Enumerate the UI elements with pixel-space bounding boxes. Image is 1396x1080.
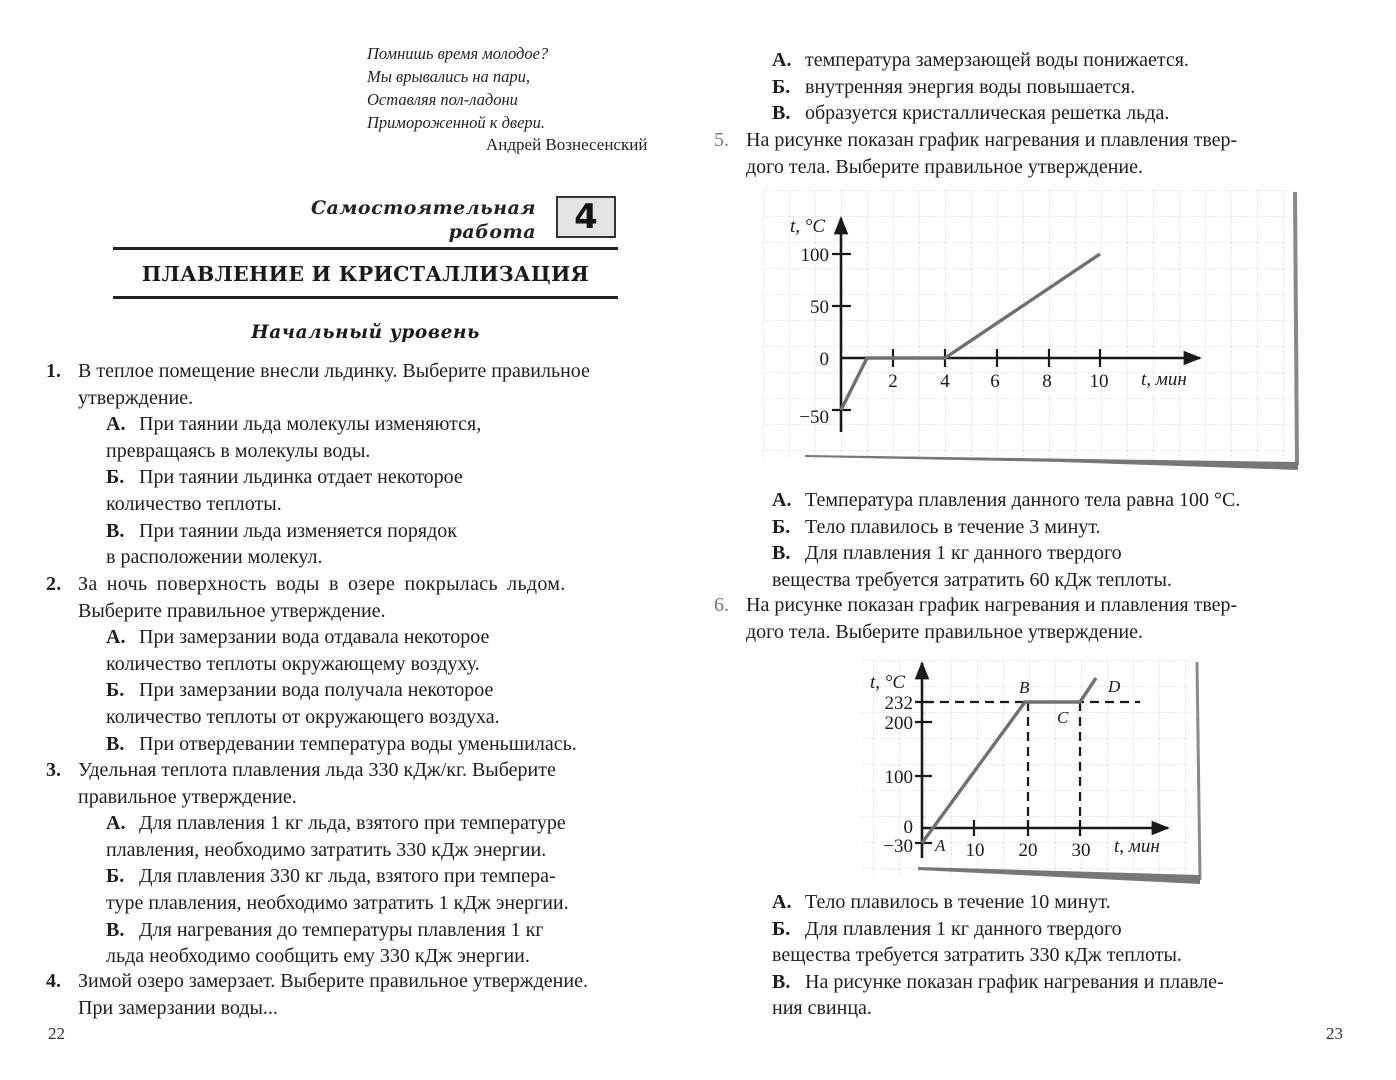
- y-tick-label: −50: [799, 407, 829, 428]
- y-axis-label: t, °C: [790, 216, 826, 237]
- option-text: вещества требуется затратить 60 кДж теплоты.: [772, 568, 1172, 591]
- point-label-c: C: [1057, 708, 1069, 727]
- y-tick-label: 232: [884, 693, 913, 714]
- chart-melting-graph-1: [755, 185, 1305, 475]
- option-letter: Б.: [772, 75, 791, 98]
- point-label-d: D: [1108, 677, 1121, 696]
- question-4: [46, 968, 588, 1021]
- option-text: Тело плавилось в течение 10 минут.: [805, 891, 1111, 913]
- option-text: Для плавления 330 кг льда, взятого при темпера-: [139, 865, 556, 888]
- option-text: образуется кристаллическая решетка льда.: [805, 102, 1170, 125]
- y-tick-label: −30: [883, 836, 913, 857]
- y-tick-label: 0: [903, 817, 913, 838]
- option-text: При отвердевании температура воды уменьшилась.: [139, 732, 577, 755]
- page-number-left: 22: [48, 1024, 65, 1043]
- option-letter: В.: [772, 102, 791, 125]
- option-text: туре плавления, необходимо затратить 1 кДж энергии.: [106, 891, 569, 914]
- x-tick-label: 20: [1018, 840, 1038, 861]
- option-text: При таянии льда молекулы изменяются,: [139, 413, 482, 436]
- option-text: При замерзании вода получала некоторое: [139, 679, 494, 702]
- question-number: 6.: [714, 594, 729, 616]
- work-number-badge: 4: [556, 196, 616, 238]
- option-text: внутренняя энергия воды повышается.: [805, 75, 1136, 98]
- option-text: Для плавления 1 кг данного твердого: [805, 542, 1122, 565]
- option-letter: А.: [772, 489, 792, 511]
- page-number-right: 23: [1326, 1024, 1343, 1043]
- y-tick-label: 100: [884, 767, 913, 788]
- x-tick-label: 30: [1071, 840, 1091, 861]
- option-text: При таянии льдинка отдает некоторое: [139, 466, 463, 489]
- question-6-options: [772, 889, 1224, 1022]
- epigraph-line: Помнишь время молодое?: [367, 44, 549, 63]
- y-tick-label: 0: [819, 349, 829, 370]
- option-text: ния свинца.: [772, 997, 872, 1020]
- question-4-options: [772, 47, 1189, 127]
- x-tick-label: 8: [1042, 371, 1052, 392]
- question-text: За ночь поверхность воды в озере покрылась льдом.: [78, 573, 566, 595]
- chart-melting-graph-2: [850, 650, 1210, 890]
- question-5: [714, 127, 1237, 180]
- option-letter: Б.: [772, 917, 791, 940]
- option-letter: А.: [772, 891, 792, 913]
- x-axis-label: t, мин: [1114, 836, 1160, 857]
- option-text: Для плавления 1 кг данного твердого: [805, 917, 1122, 940]
- y-tick-label: 200: [884, 713, 913, 734]
- option-text: Тело плавилось в течение 3 минут.: [805, 515, 1101, 538]
- chart-shadow: [1295, 192, 1297, 465]
- question-number: 1.: [46, 360, 61, 382]
- question-text: правильное утверждение.: [78, 785, 297, 808]
- point-label-a: A: [935, 836, 946, 855]
- x-tick-label: 4: [940, 371, 950, 392]
- question-text: дого тела. Выберите правильное утверждение.: [746, 155, 1143, 178]
- question-6: [714, 592, 1237, 645]
- option-letter: В.: [106, 918, 125, 941]
- option-letter: А.: [106, 812, 126, 835]
- option-text: плавления, необходимо затратить 330 кДж энергии.: [106, 838, 547, 861]
- point-label-b: B: [1019, 678, 1030, 697]
- divider: [113, 296, 618, 299]
- option-text: в расположении молекул.: [106, 546, 323, 569]
- option-letter: Б.: [106, 865, 125, 888]
- question-5-options: [772, 487, 1240, 593]
- epigraph-author: Андрей Вознесенский: [486, 135, 648, 154]
- work-label: [300, 196, 536, 244]
- question-3: [46, 757, 569, 970]
- question-2: [46, 571, 577, 757]
- topic-title: ПЛАВЛЕНИЕ И КРИСТАЛЛИЗАЦИЯ: [141, 262, 590, 286]
- question-text: На рисунке показан график нагревания и плавления твер-: [746, 129, 1238, 151]
- x-tick-label: 10: [965, 840, 985, 861]
- option-text: температура замерзающей воды понижается.: [805, 49, 1189, 71]
- option-letter: А.: [772, 49, 792, 71]
- question-1: [46, 358, 590, 571]
- epigraph-line: Мы врывались на пари,: [367, 67, 531, 86]
- y-tick-label: 50: [810, 297, 829, 318]
- option-text: льда необходимо сообщить ему 330 кДж энергии.: [106, 945, 530, 968]
- x-tick-label: 10: [1089, 371, 1109, 392]
- question-text: Зимой озеро замерзает. Выберите правильное утверждение.: [78, 970, 588, 992]
- question-number: 2.: [46, 573, 62, 595]
- question-text: При замерзании воды...: [78, 996, 278, 1019]
- option-text: Для нагревания до температуры плавления 1 кг: [139, 918, 544, 941]
- question-number: 4.: [46, 970, 61, 992]
- option-letter: Б.: [106, 466, 125, 489]
- option-letter: В.: [772, 970, 791, 993]
- question-text: дого тела. Выберите правильное утверждение.: [746, 620, 1143, 643]
- option-text: На рисунке показан график нагревания и плавле-: [805, 970, 1224, 993]
- option-text: количество теплоты окружающему воздуху.: [106, 652, 480, 675]
- question-number: 5.: [714, 129, 729, 151]
- level-title: Начальный уровень: [251, 322, 480, 343]
- divider: [113, 247, 618, 250]
- work-label-line: работа: [448, 221, 536, 243]
- epigraph-line: Оставляя пол-ладони: [367, 90, 518, 109]
- option-letter: А.: [106, 413, 126, 436]
- question-text: В теплое помещение внесли льдинку. Выберите правильное: [78, 360, 590, 382]
- option-letter: В.: [772, 542, 791, 565]
- question-text: утверждение.: [78, 386, 194, 409]
- epigraph-line: Примороженной к двери.: [367, 113, 546, 132]
- option-letter: Б.: [106, 679, 125, 702]
- option-text: Для плавления 1 кг льда, взятого при температуре: [139, 812, 566, 835]
- option-letter: Б.: [772, 515, 791, 538]
- epigraph: [367, 42, 548, 134]
- option-text: количество теплоты от окружающего воздуха.: [106, 705, 500, 728]
- y-axis-label: t, °C: [870, 672, 906, 693]
- question-text: На рисунке показан график нагревания и плавления твер-: [746, 594, 1238, 616]
- option-text: превращаясь в молекулы воды.: [106, 439, 371, 462]
- work-label-line: Самостоятельная: [310, 197, 536, 219]
- question-number: 3.: [46, 759, 61, 781]
- option-letter: А.: [106, 626, 126, 649]
- option-letter: В.: [106, 519, 125, 542]
- x-tick-label: 6: [990, 371, 1000, 392]
- x-tick-label: 2: [888, 371, 898, 392]
- option-text: вещества требуется затратить 330 кДж теплоты.: [772, 944, 1182, 967]
- question-text: Удельная теплота плавления льда 330 кДж/кг. Выберите: [78, 759, 556, 781]
- x-axis-label: t, мин: [1141, 369, 1187, 390]
- option-text: Температура плавления данного тела равна 100 °С.: [805, 489, 1241, 511]
- option-letter: В.: [106, 732, 125, 755]
- chart-grid: [763, 190, 1294, 460]
- option-text: количество теплоты.: [106, 492, 282, 515]
- question-text: Выберите правильное утверждение.: [78, 599, 386, 622]
- option-text: При таянии льда изменяется порядок: [139, 519, 457, 542]
- option-text: При замерзании вода отдавала некоторое: [139, 626, 490, 649]
- y-tick-label: 100: [800, 245, 829, 266]
